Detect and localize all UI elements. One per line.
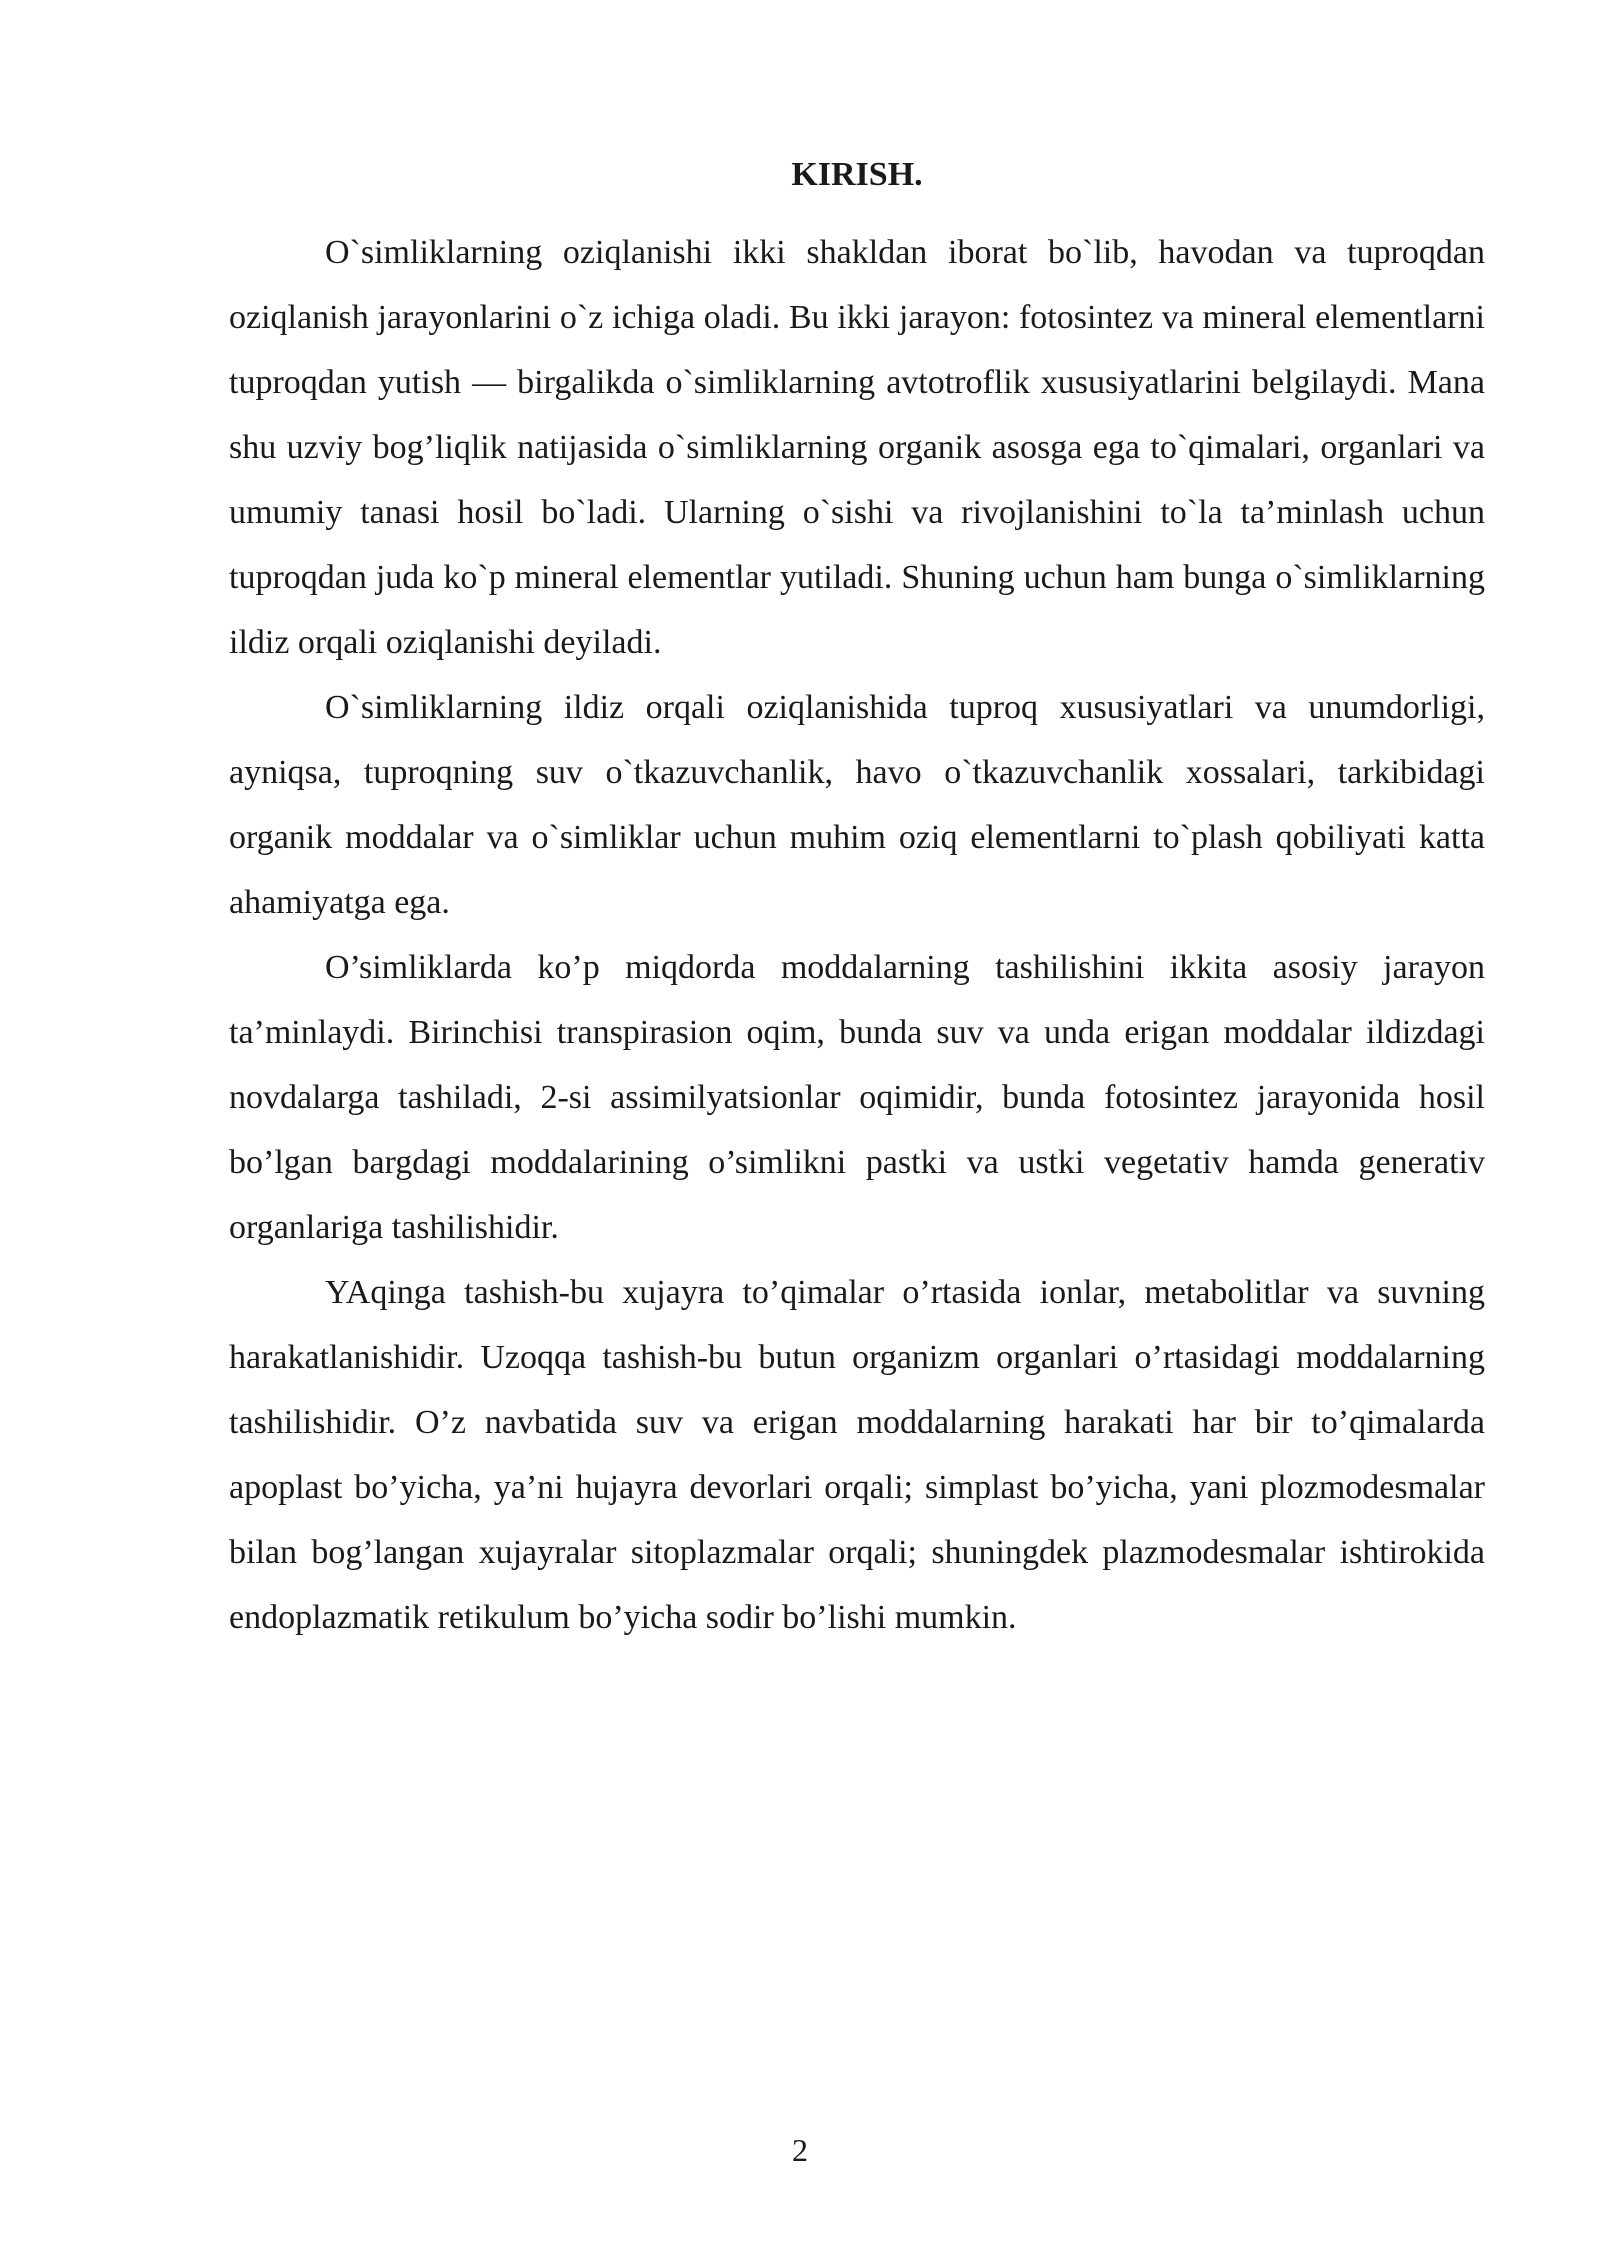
paragraph-4: YAqinga tashish-bu xujayra to’qimalar o’rtasida ionlar, metabolitlar va suvning harakatlanishidir. Uzoqqa tashish-bu butun organizm organlari o’rtasidagi moddalarning tashilishidir. O’z navbatida suv va erigan moddalarning harakati har bir to’qimalarda apoplast bo’yicha, ya’ni hujayra devorlari orqali; simplast bo’yicha, yani plozmodesmalar bilan bog’langan xujayralar sitoplazmalar orqali; shuningdek plazmodesmalar ishtirokida endoplazmatik retikulum bo’yicha sodir bo’lishi mumkin. bbox=[229, 1274, 1485, 1636]
section-title: KIRISH. bbox=[791, 156, 923, 193]
paragraph-1: O`simliklarning oziqlanishi ikki shakldan iborat bo`lib, havodan va tuproqdan oziqlanish jarayonlarini o`z ichiga oladi. Bu ikki jarayon: fotosintez va mineral elementlarni tuproqdan yutish — birgalikda o`simliklarning avtotroflik xususiyatlarini belgilaydi. Mana shu uzviy bog’liqlik natijasida o`simliklarning organik asosga ega to`qimalari, organlari va umumiy tanasi hosil bo`ladi. Ularning o`sishi va rivojlanishini to`la ta’minlash uchun tuproqdan juda ko`p mineral elementlar yutiladi. Shuning uchun ham bunga o`simliklarning ildiz orqali oziqlanishi deyiladi. bbox=[229, 234, 1485, 661]
page-content bbox=[229, 150, 1485, 1650]
paragraph-2: O`simliklarning ildiz orqali oziqlanishida tuproq xususiyatlari va unumdorligi, ayniqsa, tuproqning suv o`tkazuvchanlik, havo o`tkazuvchanlik xossalari, tarkibidagi organik moddalar va o`simliklar uchun muhim oziq elementlarni to`plash qobiliyati katta ahamiyatga ega. bbox=[229, 689, 1485, 921]
paragraph-3: O’simliklarda ko’p miqdorda moddalarning tashilishini ikkita asosiy jarayon ta’minlaydi. Birinchisi transpirasion oqim, bunda suv va unda erigan moddalar ildizdagi novdalarga tashiladi, 2-si assimilyatsionlar oqimidir, bunda fotosintez jarayonida hosil bo’lgan bargdagi moddalarining o’simlikni pastki va ustki vegetativ hamda generativ organlariga tashilishidir. bbox=[229, 949, 1485, 1246]
page-number: 2 bbox=[792, 2132, 808, 2168]
